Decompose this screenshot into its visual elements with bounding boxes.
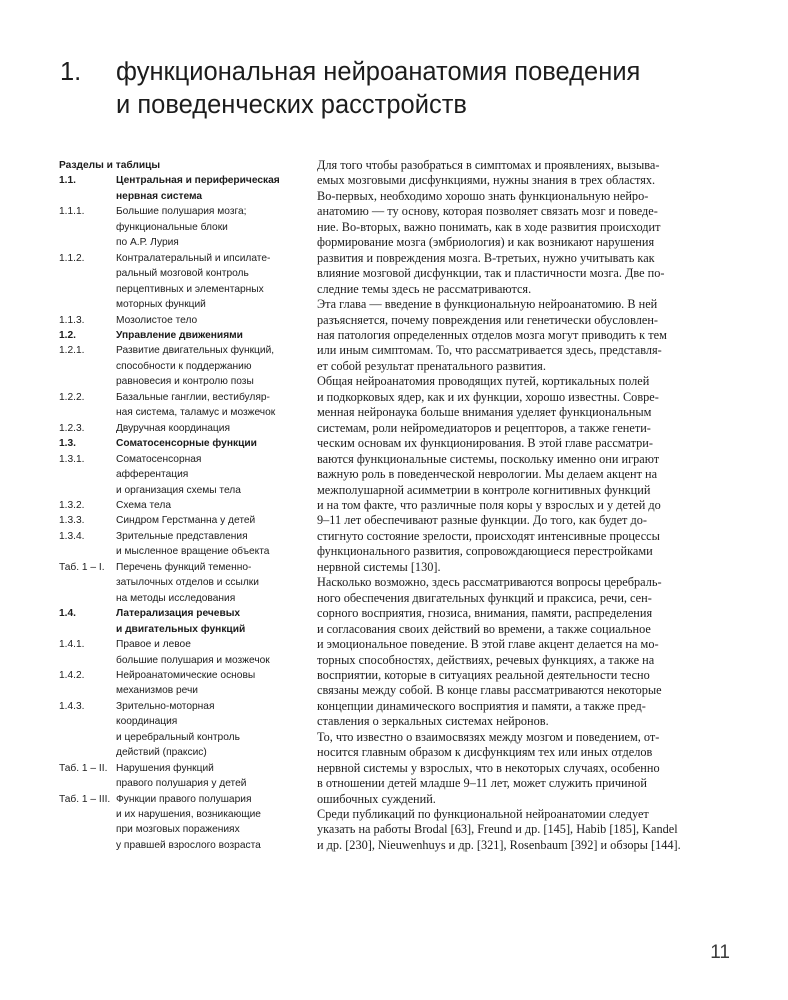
toc-item-title xyxy=(116,436,304,451)
sections-and-tables-list xyxy=(59,158,304,853)
body-text-line: стигнуто состояние зрелости, происходят интенсивные процессы xyxy=(317,528,660,543)
body-text-line: системам, роли нейромедиаторов и рецепторов, а также генети- xyxy=(317,420,651,435)
chapter-title-line-2: и поведенческих расстройств xyxy=(116,91,467,119)
toc-item-title-line: и церебральный контроль xyxy=(116,731,240,743)
toc-subsection-row xyxy=(59,792,304,854)
toc-item-title xyxy=(116,313,304,328)
toc-item-title xyxy=(116,637,304,668)
toc-item-title xyxy=(116,529,304,560)
body-text-line: и подкорковых ядер, как и их функции, хорошо известны. Совре- xyxy=(317,389,659,404)
toc-subsection-row xyxy=(59,761,304,792)
toc-item-title xyxy=(116,251,304,313)
toc-item-title xyxy=(116,343,304,389)
toc-item-title-line: Схема тела xyxy=(116,499,171,511)
toc-subsection-row xyxy=(59,699,304,761)
toc-item-number: 1.1. xyxy=(59,175,76,187)
body-text-line: Во-первых, необходимо хорошо знать функциональную нейро- xyxy=(317,188,649,203)
toc-item-title-line: и организация схемы тела xyxy=(116,484,241,496)
toc-item-number: Таб. 1 – II. xyxy=(59,762,108,774)
toc-item-title xyxy=(116,452,304,498)
toc-item-title-line: Зрительно-моторная xyxy=(116,700,215,712)
body-text-line: Насколько возможно, здесь рассматриваются вопросы церебраль- xyxy=(317,575,662,590)
toc-item-title-line: перцептивных и элементарных xyxy=(116,283,264,295)
chapter-title-line-1: функциональная нейроанатомия поведения xyxy=(116,58,641,86)
toc-subsection-row xyxy=(59,529,304,560)
body-text-line: развития и повреждения мозга. В-третьих, нужно учитывать как xyxy=(317,250,655,265)
toc-item-title-line: Соматосенсорные функции xyxy=(116,438,257,450)
toc-subsection-row xyxy=(59,390,304,421)
body-text-line: ет собой результат пренатального развития. xyxy=(317,358,546,373)
body-text-line: нервной системы у взрослых, что в некоторых случаях, особенно xyxy=(317,760,660,775)
toc-item-title-line: правого полушария у детей xyxy=(116,778,247,790)
toc-item-title-line: Мозолистое тело xyxy=(116,314,198,326)
body-text-line: в отношении детей младше 9–11 лет, может служить причиной xyxy=(317,776,647,791)
chapter-number: 1. xyxy=(60,58,82,86)
body-text-line: формирование мозга (эмбриология) и как возникают нарушения xyxy=(317,235,655,250)
toc-item-title-line: Правое и левое xyxy=(116,639,191,651)
toc-subsection-row xyxy=(59,343,304,389)
toc-item-title-line: функциональные блоки xyxy=(116,221,228,233)
toc-item-title-line: и их нарушения, возникающие xyxy=(116,809,261,821)
toc-item-title xyxy=(116,761,304,792)
body-text-line: ние. Во-вторых, важно понимать, как в ходе развития происходит xyxy=(317,219,661,234)
toc-item-title-line: Большие полушария мозга; xyxy=(116,206,247,218)
toc-item-title-line: Перечень функций теменно- xyxy=(116,561,252,573)
toc-item-title-line: Контралатеральный и ипсилате- xyxy=(116,252,271,264)
toc-subsection-row xyxy=(59,498,304,513)
toc-item-number: Таб. 1 – I. xyxy=(59,561,105,573)
body-text-line: и эмоциональное поведение. В этой главе акцент делается на мо- xyxy=(317,637,659,652)
body-text-line: влияние мозговой дисфункции, так и пластичности мозга. Две по- xyxy=(317,266,665,281)
toc-item-title-line: координация xyxy=(116,716,178,728)
toc-item-title-line: механизмов речи xyxy=(116,685,198,697)
body-text-line: и на том факте, что различные поля коры у взрослых и у детей до xyxy=(317,497,661,512)
toc-item-title xyxy=(116,204,304,250)
body-text-line: емых мозговыми дисфункциями, нужны знания в трех областях. xyxy=(317,173,656,188)
toc-item-title-line: у правшей взрослого возраста xyxy=(116,839,261,851)
toc-item-number: 1.3. xyxy=(59,438,76,450)
toc-item-title xyxy=(116,390,304,421)
toc-subsection-row xyxy=(59,560,304,606)
toc-item-title xyxy=(116,792,304,854)
toc-item-title-line: и мысленное вращение объекта xyxy=(116,546,270,558)
toc-item-number: 1.4.1. xyxy=(59,639,85,651)
body-text-line: восприятии, которые в ситуациях реальной деятельности тесно xyxy=(317,667,650,682)
toc-subsection-row xyxy=(59,452,304,498)
body-text-line: ного обеспечения двигательных функций и праксиса, речи, сен- xyxy=(317,590,652,605)
toc-item-title-line: при мозговых поражениях xyxy=(116,824,240,836)
body-text-line: Для того чтобы разобраться в симптомах и проявлениях, вызыва- xyxy=(317,158,660,172)
body-text-line: торных способностях, действиях, речевых функциях, а также на xyxy=(317,652,655,667)
toc-item-title-line: моторных функций xyxy=(116,299,206,311)
body-text-line: Среди публикаций по функциональной нейроанатомии следует xyxy=(317,807,649,822)
toc-item-title xyxy=(116,173,304,204)
body-text-line: связаны между собой. В конце главы рассматриваются некоторые xyxy=(317,683,662,698)
toc-item-title-line: способности к поддержанию xyxy=(116,360,252,372)
toc-item-title-line: Центральная и периферическая xyxy=(116,175,280,187)
body-text-line: сорного восприятия, гнозиса, внимания, памяти, распределения xyxy=(317,606,653,621)
toc-item-title-line: Нарушения функций xyxy=(116,762,214,774)
toc-item-title-line: равновесия и контролю позы xyxy=(116,376,254,388)
toc-item-title-line: Базальные ганглии, вестибуляр- xyxy=(116,391,270,403)
body-text-line: функционального развития, сопровождающиеся перестройками xyxy=(317,544,653,559)
toc-item-title-line: Зрительные представления xyxy=(116,530,248,542)
toc-subsection-row xyxy=(59,637,304,668)
body-text-line: Общая нейроанатомия проводящих путей, кортикальных полей xyxy=(317,374,650,389)
toc-item-title xyxy=(116,513,304,528)
body-text-line: анатомию — ту основу, которая позволяет связать мозг и поведе- xyxy=(317,204,658,219)
toc-item-number: 1.4. xyxy=(59,608,76,620)
body-text-line: ная патология определенных отделов мозга могут приводить к тем xyxy=(317,327,667,342)
toc-section-row xyxy=(59,606,304,637)
body-text-line: концепции динамического восприятия и памяти, а также пред- xyxy=(317,698,646,713)
toc-item-number: 1.3.3. xyxy=(59,515,85,527)
toc-item-title xyxy=(116,328,304,343)
body-text-line: важную роль в поведенческой неврологии. Мы делаем акцент на xyxy=(317,467,658,482)
toc-item-title-line: ральный мозговой контроль xyxy=(116,268,249,280)
toc-item-title-line: Соматосенсорная xyxy=(116,453,202,465)
body-text-line: нервной системы [130]. xyxy=(317,559,441,574)
body-text-line: менная нейронаука больше внимания уделяет функциональным xyxy=(317,405,652,420)
body-text-line: или иным симптомам. То, что рассматривается здесь, представля- xyxy=(317,343,662,358)
toc-item-title xyxy=(116,606,304,637)
toc-heading: Разделы и таблицы xyxy=(59,160,161,171)
body-text-line: межполушарной асимметрии в контроле когнитивных функций xyxy=(317,482,651,497)
toc-item-title xyxy=(116,560,304,606)
body-text-line: ставления о зеркальных системах нейронов. xyxy=(317,714,549,729)
toc-section-row xyxy=(59,173,304,204)
body-text-line: и согласования своих действий во времени, а также социальное xyxy=(317,621,651,636)
toc-item-number: 1.2. xyxy=(59,329,76,341)
toc-item-number: 1.1.1. xyxy=(59,206,85,218)
toc-item-title-line: по А.Р. Лурия xyxy=(116,237,179,249)
toc-item-title xyxy=(116,498,304,513)
body-text-line: ваются функциональные системы, поскольку именно они играют xyxy=(317,451,660,466)
toc-item-title-line: Функции правого полушария xyxy=(116,793,252,805)
toc-item-number: 1.1.3. xyxy=(59,314,85,326)
body-text-line: разъясняется, почему повреждения или генетически обусловлен- xyxy=(317,312,658,327)
toc-item-title-line: Синдром Герстманна у детей xyxy=(116,515,256,527)
page-number: 11 xyxy=(710,942,730,963)
body-text-line: указать на работы Brodal [63], Freund и др. [145], Habib [185], Kandel xyxy=(317,822,678,837)
body-text-line: ческим основам их функционирования. В этой главе рассматри- xyxy=(317,436,653,451)
body-text-line: носится главным образом к дисфункциям тех или иных отделов xyxy=(317,745,653,760)
toc-item-title xyxy=(116,668,304,699)
toc-item-title-line: Развитие двигательных функций, xyxy=(116,345,275,357)
toc-subsection-row xyxy=(59,251,304,313)
toc-item-title-line: Нейроанатомические основы xyxy=(116,669,256,681)
toc-item-title-line: на методы исследования xyxy=(116,592,236,604)
toc-item-title xyxy=(116,421,304,436)
toc-item-title-line: затылочных отделов и ссылки xyxy=(116,577,259,589)
toc-item-title-line: нервная система xyxy=(116,190,203,202)
toc-item-title-line: большие полушария и мозжечок xyxy=(116,654,270,666)
toc-item-title-line: ная система, таламус и мозжечок xyxy=(116,407,276,419)
toc-item-number: 1.2.2. xyxy=(59,391,85,403)
toc-subsection-row xyxy=(59,313,304,328)
toc-subsection-row xyxy=(59,668,304,699)
toc-item-number: Таб. 1 – III. xyxy=(59,793,111,805)
toc-item-number: 1.1.2. xyxy=(59,252,85,264)
body-text-line: ошибочных суждений. xyxy=(317,791,436,806)
toc-item-number: 1.3.4. xyxy=(59,530,85,542)
toc-item-title-line: афферентация xyxy=(116,469,189,481)
chapter-introduction-text xyxy=(317,158,732,853)
toc-item-number: 1.2.1. xyxy=(59,345,85,357)
toc-subsection-row xyxy=(59,421,304,436)
toc-section-row xyxy=(59,436,304,451)
chapter-title xyxy=(60,56,740,122)
body-text-line: следние темы здесь не рассматриваются. xyxy=(317,281,532,296)
toc-item-number: 1.3.1. xyxy=(59,453,85,465)
toc-item-title-line: и двигательных функций xyxy=(116,623,246,635)
toc-subsection-row xyxy=(59,513,304,528)
toc-item-title-line: действий (праксис) xyxy=(116,747,207,759)
toc-item-title-line: Двуручная координация xyxy=(116,422,230,434)
toc-item-number: 1.4.2. xyxy=(59,669,85,681)
toc-item-title-line: Латерализация речевых xyxy=(116,608,241,620)
body-text-line: Эта глава — введение в функциональную нейроанатомию. В ней xyxy=(317,297,658,312)
toc-item-number: 1.3.2. xyxy=(59,499,85,511)
toc-subsection-row xyxy=(59,204,304,250)
toc-item-title xyxy=(116,699,304,761)
toc-section-row xyxy=(59,328,304,343)
toc-item-number: 1.2.3. xyxy=(59,422,85,434)
toc-item-number: 1.4.3. xyxy=(59,700,85,712)
toc-items xyxy=(59,173,304,853)
toc-item-title-line: Управление движениями xyxy=(116,329,243,341)
body-text-line: и др. [230], Nieuwenhuys и др. [321], Rosenbaum [392] и обзоры [144]. xyxy=(317,837,681,852)
body-text-line: 9–11 лет обеспечивают разные функции. До того, как будет до- xyxy=(317,513,648,528)
body-text-line: То, что известно о взаимосвязях между мозгом и поведением, от- xyxy=(317,729,660,744)
